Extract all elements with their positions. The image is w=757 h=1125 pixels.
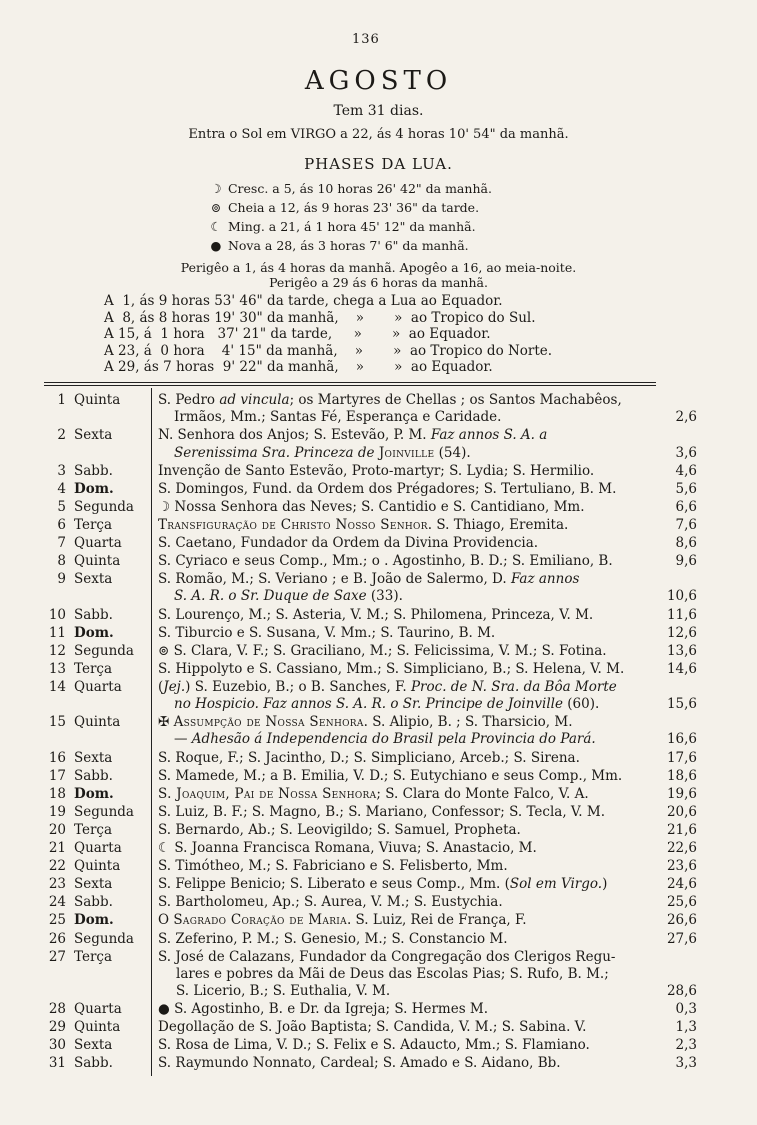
day-label <box>44 499 134 515</box>
equator-line: A 15, á 1 hora 37' 21" da tarde, » » ao Equador. <box>104 326 491 342</box>
equator-line: A 29, ás 7 horas 9' 22" da manhã, » » ao Equador. <box>104 359 493 375</box>
tide-value: 21,6 <box>666 821 697 838</box>
day-saints-text: S. Caetano, Fundador da Ordem da Divina Providencia. <box>158 535 539 551</box>
tide-value: 10,6 <box>666 588 697 605</box>
day-saints-text: ☾ S. Joanna Francisca Romana, Viuva; S. Anastacio, M. <box>158 840 537 856</box>
day-saints-text: Transfiguração de Christo Nosso Senhor. S. Thiago, Eremita. <box>158 516 569 533</box>
tide-value: 17,6 <box>666 749 697 766</box>
day-label <box>44 786 114 802</box>
day-number: 27 <box>48 948 66 965</box>
weekday: Dom. <box>74 785 114 802</box>
day-label <box>44 553 120 569</box>
day-saints-text: S. Domingos, Fund. da Ordem dos Prégadores; S. Tertuliano, B. M. <box>158 480 617 497</box>
day-number: 16 <box>48 749 66 766</box>
day-label <box>44 427 112 443</box>
day-number: 23 <box>48 876 66 893</box>
day-label <box>44 876 112 892</box>
day-saints-text: S. Luiz, B. F.; S. Magno, B.; S. Mariano, Confessor; S. Tecla, V. M. <box>158 803 605 820</box>
tide-value: 16,6 <box>666 731 697 748</box>
phase-row <box>208 200 479 215</box>
day-number: 10 <box>48 606 66 623</box>
tide-value: 28,6 <box>666 983 697 999</box>
weekday: Segunda <box>74 498 134 515</box>
day-number: 4 <box>57 480 66 497</box>
day-label <box>44 517 112 533</box>
day-label <box>44 1037 112 1053</box>
day-saints-text: S. A. R. o Sr. Duque de Saxe (33). <box>174 588 403 605</box>
weekday: Quarta <box>74 535 122 551</box>
day-number: 5 <box>57 498 66 515</box>
tide-value: 9,6 <box>675 553 697 570</box>
day-saints-text: S. Romão, M.; S. Veriano ; e B. João de Salermo, D. Faz annos <box>158 571 580 588</box>
column-divider <box>151 388 152 1076</box>
day-number: 24 <box>48 894 66 911</box>
day-label <box>44 912 114 928</box>
tide-value: 2,3 <box>675 1037 697 1054</box>
day-number: 1 <box>57 392 66 408</box>
tide-value: 13,6 <box>666 642 697 659</box>
day-label <box>44 804 134 820</box>
phase-text: Nova a 28, ás 3 horas 7' 6" da manhã. <box>224 238 469 253</box>
day-label <box>44 607 113 623</box>
day-saints-text: S. Felippe Benicio; S. Liberato e seus Comp., Mm. (Sol em Virgo.) <box>158 876 608 893</box>
day-label <box>44 1055 113 1071</box>
tide-value: 24,6 <box>666 876 697 893</box>
day-number: 30 <box>48 1037 66 1054</box>
day-label <box>44 535 122 551</box>
tide-value: 2,6 <box>675 409 697 426</box>
day-number: 18 <box>48 785 66 802</box>
day-saints-text: ☽ Nossa Senhora das Neves; S. Cantidio e S. Cantidiano, Mm. <box>158 498 585 515</box>
day-saints-text: ● S. Agostinho, B. e Dr. da Igreja; S. Hermes M. <box>158 1001 489 1018</box>
day-number: 29 <box>48 1019 66 1036</box>
day-saints-text: S. Bernardo, Ab.; S. Leovigildo; S. Samuel, Propheta. <box>158 821 521 838</box>
tide-value: 26,6 <box>666 912 697 929</box>
phase-row <box>208 238 469 253</box>
equator-line: A 23, á 0 hora 4' 15" da manhã, » » ao Tropico do Norte. <box>104 342 553 359</box>
day-number: 26 <box>48 930 66 947</box>
day-number: 14 <box>48 678 66 695</box>
day-saints-text: Invenção de Santo Estevão, Proto-martyr; S. Lydia; S. Hermilio. <box>158 462 595 479</box>
day-saints-text: S. Licerio, B.; S. Euthalia, V. M. <box>176 983 391 999</box>
day-saints-text: S. Joaquim, Pai de Nossa Senhora; S. Clara do Monte Falco, V. A. <box>158 785 589 802</box>
tide-value: 15,6 <box>666 696 697 713</box>
day-label <box>44 858 120 874</box>
tide-value: 18,6 <box>666 767 697 784</box>
phase-row <box>208 219 476 234</box>
day-label <box>44 392 120 408</box>
phase-text: Cresc. a 5, ás 10 horas 26' 42" da manhã. <box>224 181 492 196</box>
tide-value: 3,6 <box>675 444 697 461</box>
page-number: 136 <box>352 32 380 47</box>
day-number: 3 <box>57 462 66 479</box>
tide-value: 8,6 <box>675 535 697 551</box>
day-label <box>44 822 112 838</box>
weekday: Segunda <box>74 803 134 820</box>
day-label <box>44 750 112 766</box>
day-number: 22 <box>48 858 66 875</box>
day-number: 19 <box>48 803 66 820</box>
day-label <box>44 768 113 784</box>
equator-line: A 1, ás 9 horas 53' 46" da tarde, chega a Lua ao Equador. <box>104 293 503 309</box>
day-saints-text: S. Cyriaco e seus Comp., Mm.; o . Agostinho, B. D.; S. Emiliano, B. <box>158 553 613 570</box>
day-saints-text: S. Timótheo, M.; S. Fabriciano e S. Felisberto, Mm. <box>158 858 508 875</box>
day-label <box>44 931 134 947</box>
day-label <box>44 1019 120 1035</box>
new-moon-icon: ● <box>210 238 222 253</box>
tide-value: 5,6 <box>675 480 697 497</box>
day-number: 7 <box>57 535 66 551</box>
weekday: Dom. <box>74 624 114 641</box>
weekday: Terça <box>74 660 113 677</box>
tide-value: 1,3 <box>675 1019 697 1036</box>
day-saints-text: S. José de Calazans, Fundador da Congregação dos Clerigos Regu- <box>158 948 616 965</box>
weekday: Dom. <box>74 480 114 497</box>
weekday: Sabb. <box>74 606 113 623</box>
day-saints-text: S. Roque, F.; S. Jacintho, D.; S. Simpliciano, Arceb.; S. Sirena. <box>158 749 580 766</box>
days-count: Tem 31 dias. <box>333 103 424 119</box>
day-saints-text: ⊚ S. Clara, V. F.; S. Graciliano, M.; S. Felicissima, V. M.; S. Fotina. <box>158 642 607 659</box>
tide-value: 25,6 <box>666 894 697 911</box>
day-saints-text: lares e pobres da Mãi de Deus das Escolas Pias; S. Rufo, B. M.; <box>176 965 609 982</box>
day-saints-text: S. Rosa de Lima, V. D.; S. Felix e S. Adaucto, Mm.; S. Flamiano. <box>158 1037 590 1054</box>
weekday: Dom. <box>74 912 114 929</box>
first-quarter-icon: ☽ <box>210 181 222 196</box>
last-quarter-icon: ☾ <box>210 219 222 234</box>
tide-value: 19,6 <box>666 785 697 802</box>
day-saints-text: — Adhesão á Independencia do Brasil pela Provincia do Pará. <box>174 731 596 748</box>
day-saints-text: S. Raymundo Nonnato, Cardeal; S. Amado e S. Aidano, Bb. <box>158 1055 561 1072</box>
day-number: 9 <box>57 571 66 588</box>
day-saints-text: Degollação de S. João Baptista; S. Candida, V. M.; S. Sabina. V. <box>158 1019 587 1036</box>
day-label <box>44 840 122 856</box>
day-saints-text: S. Lourenço, M.; S. Asteria, V. M.; S. Philomena, Princeza, V. M. <box>158 606 594 623</box>
phase-row <box>208 181 492 196</box>
weekday: Sabb. <box>74 894 113 911</box>
day-number: 2 <box>57 427 66 444</box>
equator-line: A 8, ás 8 horas 19' 30" da manhã, » » ao Tropico do Sul. <box>104 309 536 326</box>
tide-value: 4,6 <box>675 462 697 479</box>
day-saints-text: S. Pedro ad vincula; os Martyres de Chellas ; os Santos Machabêos, <box>158 392 622 408</box>
day-number: 21 <box>48 840 66 856</box>
day-number: 31 <box>48 1055 66 1072</box>
day-number: 25 <box>48 912 66 929</box>
day-number: 6 <box>57 516 66 533</box>
day-label <box>44 463 113 479</box>
day-label <box>44 1001 122 1017</box>
tide-value: 27,6 <box>666 930 697 947</box>
day-saints-text: S. Bartholomeu, Ap.; S. Aurea, V. M.; S. Eustychia. <box>158 894 503 911</box>
full-moon-icon: ⊚ <box>210 200 222 215</box>
day-saints-text: S. Tiburcio e S. Susana, V. Mm.; S. Taurino, B. M. <box>158 624 496 641</box>
day-saints-text: ✠ Assumpção de Nossa Senhora. S. Alipio, B. ; S. Tharsicio, M. <box>158 714 573 731</box>
day-label <box>44 481 114 497</box>
day-number: 15 <box>48 714 66 731</box>
tide-value: 0,3 <box>675 1001 697 1018</box>
tide-value: 14,6 <box>666 660 697 677</box>
day-saints-text: no Hospicio. Faz annos S. A. R. o Sr. Principe de Joinville (60). <box>174 696 600 713</box>
weekday: Quarta <box>74 678 122 695</box>
phase-text: Cheia a 12, ás 9 horas 23' 36" da tarde. <box>224 200 480 215</box>
day-saints-text: (Jej.) S. Euzebio, B.; o B. Sanches, F. Proc. de N. Sra. da Bôa Morte <box>158 678 617 695</box>
day-number: 12 <box>48 642 66 659</box>
day-label <box>44 643 134 659</box>
day-number: 11 <box>48 624 66 641</box>
day-label <box>44 679 122 695</box>
weekday: Sexta <box>74 427 113 444</box>
perigee-note-1: Perigêo a 1, ás 4 horas da manhã. Apogêo a 16, ao meia-noite. <box>180 260 577 275</box>
day-saints-text: N. Senhora dos Anjos; S. Estevão, P. M. Faz annos S. A. a <box>158 427 548 444</box>
table-top-rule-2 <box>44 385 656 386</box>
perigee-note-2: Perigêo a 29 ás 6 horas da manhã. <box>269 275 488 290</box>
weekday: Terça <box>74 948 113 965</box>
day-number: 28 <box>48 1001 66 1018</box>
weekday: Terça <box>74 516 113 533</box>
weekday: Quinta <box>74 714 121 731</box>
day-saints-text: Irmãos, Mm.; Santas Fé, Esperança e Caridade. <box>174 409 502 426</box>
day-saints-text: Serenissima Sra. Princeza de Joinville (54). <box>174 444 471 461</box>
day-saints-text: S. Hippolyto e S. Cassiano, Mm.; S. Simpliciano, B.; S. Helena, V. M. <box>158 660 625 677</box>
phase-text: Ming. a 21, á 1 hora 45' 12" da manhã. <box>224 219 476 234</box>
sun-entry: Entra o Sol em VIRGO a 22, ás 4 horas 10' 54" da manhã. <box>188 127 569 142</box>
weekday: Quinta <box>74 553 121 570</box>
day-number: 17 <box>48 767 66 784</box>
day-label <box>44 714 120 730</box>
day-saints-text: S. Zeferino, P. M.; S. Genesio, M.; S. Constancio M. <box>158 930 508 947</box>
weekday: Sexta <box>74 571 113 588</box>
tide-value: 22,6 <box>666 840 697 856</box>
weekday: Terça <box>74 821 113 838</box>
day-number: 13 <box>48 660 66 677</box>
tide-value: 7,6 <box>675 516 697 533</box>
tide-value: 11,6 <box>666 606 697 623</box>
weekday: Sabb. <box>74 1055 113 1072</box>
day-saints-text: O Sagrado Coração de Maria. S. Luiz, Rei de França, F. <box>158 912 527 929</box>
day-saints-text: S. Mamede, M.; a B. Emilia, V. D.; S. Eutychiano e seus Comp., Mm. <box>158 767 623 784</box>
month-title: AGOSTO <box>304 66 453 96</box>
weekday: Segunda <box>74 642 134 659</box>
weekday: Quarta <box>74 1001 122 1018</box>
weekday: Quinta <box>74 858 121 875</box>
day-number: 8 <box>57 553 66 570</box>
day-label <box>44 661 112 677</box>
tide-value: 6,6 <box>675 498 697 515</box>
tide-value: 20,6 <box>666 803 697 820</box>
day-label <box>44 894 113 910</box>
weekday: Quinta <box>74 1019 121 1036</box>
phases-title: PHASES DA LUA. <box>304 155 453 173</box>
day-label <box>44 949 112 965</box>
tide-value: 3,3 <box>675 1055 697 1072</box>
weekday: Sabb. <box>74 462 113 479</box>
day-label <box>44 571 112 587</box>
weekday: Sexta <box>74 876 113 893</box>
weekday: Segunda <box>74 930 134 947</box>
day-label <box>44 625 114 641</box>
tide-value: 23,6 <box>666 858 697 875</box>
table-top-rule <box>44 382 656 383</box>
weekday: Sabb. <box>74 767 113 784</box>
day-number: 20 <box>48 821 66 838</box>
weekday: Sexta <box>74 749 113 766</box>
weekday: Quinta <box>74 392 121 408</box>
weekday: Sexta <box>74 1037 113 1054</box>
weekday: Quarta <box>74 840 122 856</box>
tide-value: 12,6 <box>666 624 697 641</box>
